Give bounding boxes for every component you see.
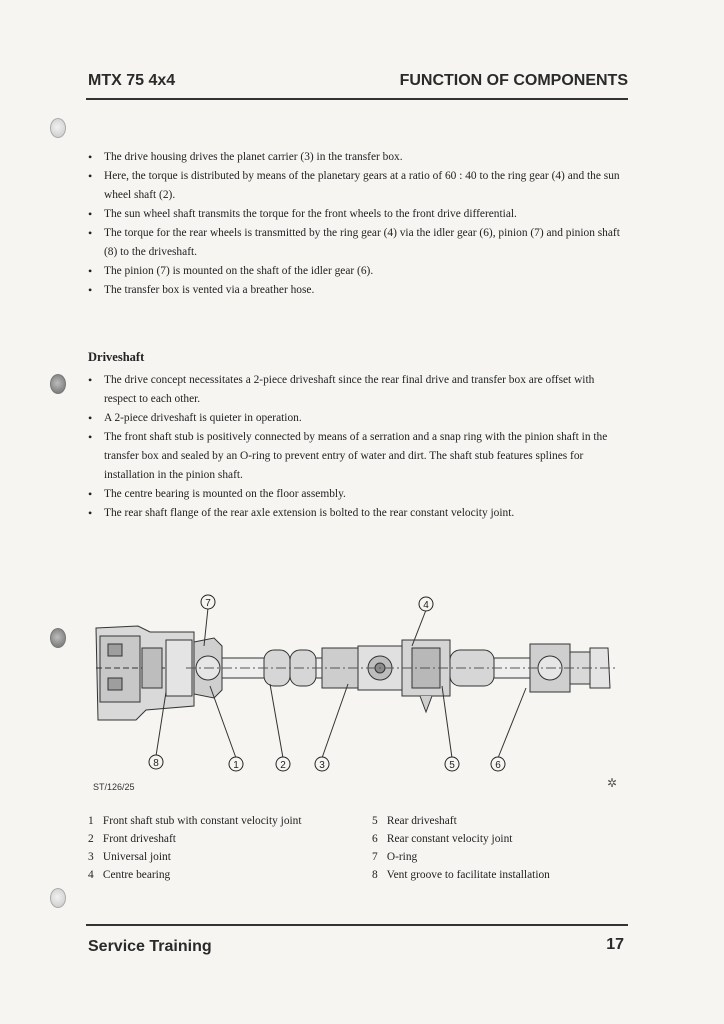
list-item: • The front shaft stub is positively connected by means of a serration and a snap ring with the pinion shaft in the transfer box and sealed by an O-ring to prevent entry of water and dirt. The shaft stub features splines for installation in the pinion shaft.	[88, 428, 628, 485]
callout-7: 7	[205, 598, 211, 609]
punch-hole-lower	[50, 628, 66, 648]
punch-hole-upper	[50, 374, 66, 394]
callout-8: 8	[153, 758, 159, 769]
legend-item: 5 Rear driveshaft	[372, 815, 457, 827]
callout-1: 1	[233, 760, 239, 771]
footer-rule	[86, 924, 628, 926]
transfer-box-housing	[96, 626, 194, 720]
centre-bearing	[402, 640, 450, 712]
list-item: • The drive housing drives the planet carrier (3) in the transfer box.	[88, 148, 628, 167]
list-item: • The transfer box is vented via a breather hose.	[88, 281, 628, 300]
list-item: • The torque for the rear wheels is transmitted by the ring gear (4) via the idler gear (6), pinion (7) and pinion shaft (8) to the driveshaft.	[88, 224, 628, 262]
punch-hole-top	[50, 118, 66, 138]
driveshaft-bullet-list	[88, 371, 628, 523]
header-section: FUNCTION OF COMPONENTS	[399, 72, 628, 89]
legend-item: 2 Front driveshaft	[88, 833, 176, 845]
list-item: • The drive concept necessitates a 2-piece driveshaft since the rear final drive and transfer box are offset with respect to each other.	[88, 371, 628, 409]
callout-6: 6	[495, 760, 501, 771]
legend-right	[372, 812, 550, 884]
flourish-icon: ✲	[607, 776, 618, 790]
callout-2: 2	[280, 760, 286, 771]
list-item: • The sun wheel shaft transmits the torque for the front wheels to the front drive differential.	[88, 205, 628, 224]
footer-title: Service Training	[88, 938, 212, 955]
figure-reference: ST/126/25	[93, 782, 135, 792]
legend-item: 4 Centre bearing	[88, 869, 171, 881]
list-item: • Here, the torque is distributed by means of the planetary gears at a ratio of 60 : 40 to the ring gear (4) and the sun wheel shaft (2).	[88, 167, 628, 205]
header-model: MTX 75 4x4	[88, 72, 176, 89]
intro-bullet-list	[88, 148, 628, 300]
callout-5: 5	[449, 760, 455, 771]
legend-item: 7 O-ring	[372, 851, 418, 863]
legend-item: 6 Rear constant velocity joint	[372, 833, 513, 845]
section-title-driveshaft: Driveshaft	[88, 350, 145, 364]
callout-3: 3	[319, 760, 325, 771]
header-rule	[86, 98, 628, 100]
page-number: 17	[606, 936, 624, 953]
list-item: • The rear shaft flange of the rear axle extension is bolted to the rear constant velocity joint.	[88, 504, 628, 523]
punch-hole-bottom	[50, 888, 66, 908]
legend-item: 3 Universal joint	[88, 851, 171, 863]
list-item: • The centre bearing is mounted on the floor assembly.	[88, 485, 628, 504]
list-item: • A 2-piece driveshaft is quieter in operation.	[88, 409, 628, 428]
legend-item: 1 Front shaft stub with constant velocity joint	[88, 815, 302, 827]
callout-4: 4	[423, 600, 429, 611]
driveshaft-diagram	[86, 588, 626, 778]
legend-item: 8 Vent groove to facilitate installation	[372, 869, 550, 881]
legend-left	[88, 812, 302, 884]
list-item: • The pinion (7) is mounted on the shaft of the idler gear (6).	[88, 262, 628, 281]
